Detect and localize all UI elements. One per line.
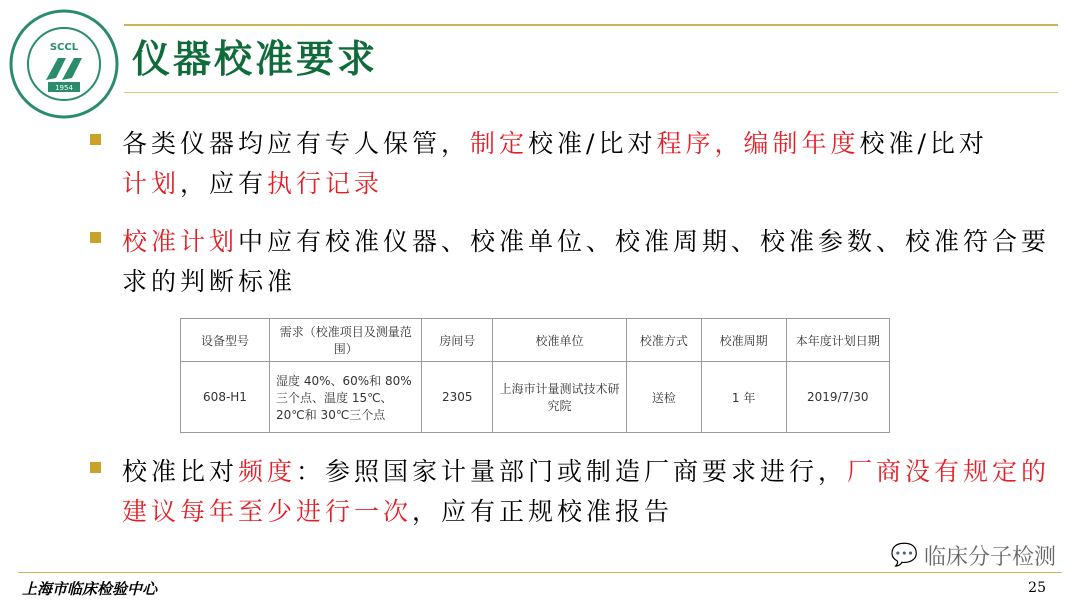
table-cell: 1 年 [701,362,786,433]
table-cell: 湿度 40%、60%和 80%三个点、温度 15℃、20℃和 30℃三个点 [270,362,422,433]
square-bullet-icon [90,462,101,473]
sccl-logo [8,8,120,120]
table-cell: 上海市计量测试技术研究院 [493,362,627,433]
calibration-plan-table [180,318,890,433]
table-header-cell: 房间号 [422,319,493,362]
watermark-text: 临床分子检测 [923,545,1056,570]
table-cell: 2305 [422,362,493,433]
table-cell: 2019/7/30 [786,362,889,433]
bullet-text-1: 各类仪器均应有专人保管，制定校准/比对程序，编制年度校准/比对 计划，应有执行记录 [122,129,988,198]
table-header-cell: 校准单位 [493,319,627,362]
table-cell: 送检 [627,362,702,433]
table-row [181,362,890,433]
bullet-item-3 [88,452,1052,532]
watermark [891,540,1056,571]
page-number: 25 [1028,580,1046,596]
svg-text:SCCL: SCCL [49,42,79,53]
bullet-text-3: 校准比对频度：参照国家计量部门或制造厂商要求进行，厂商没有规定的建议每年至少进行一次，应有正规校准报告 [122,457,1051,526]
table-header-cell: 本年度计划日期 [786,319,889,362]
table-cell: 608-H1 [181,362,270,433]
table-header-row [181,319,890,362]
svg-text:1954: 1954 [55,84,73,92]
table-header-cell: 设备型号 [181,319,270,362]
title-bottom-rule [124,92,1058,93]
wechat-icon: 💬 [890,543,918,568]
table-header-cell: 需求（校准项目及测量范围） [270,319,422,362]
footer-rule [18,572,1062,573]
table-header-cell: 校准方式 [627,319,702,362]
bullet-text-2: 校准计划中应有校准仪器、校准单位、校准周期、校准参数、校准符合要求的判断标准 [122,227,1051,296]
bullet-item-2 [88,222,1052,302]
square-bullet-icon [90,134,101,145]
table-header-cell: 校准周期 [701,319,786,362]
slide-title: 仪器校准要求 [132,36,379,81]
square-bullet-icon [90,232,101,243]
bullet-item-1 [88,124,1052,204]
footer-org-name: 上海市临床检验中心 [22,580,158,598]
title-top-rule [124,24,1058,26]
